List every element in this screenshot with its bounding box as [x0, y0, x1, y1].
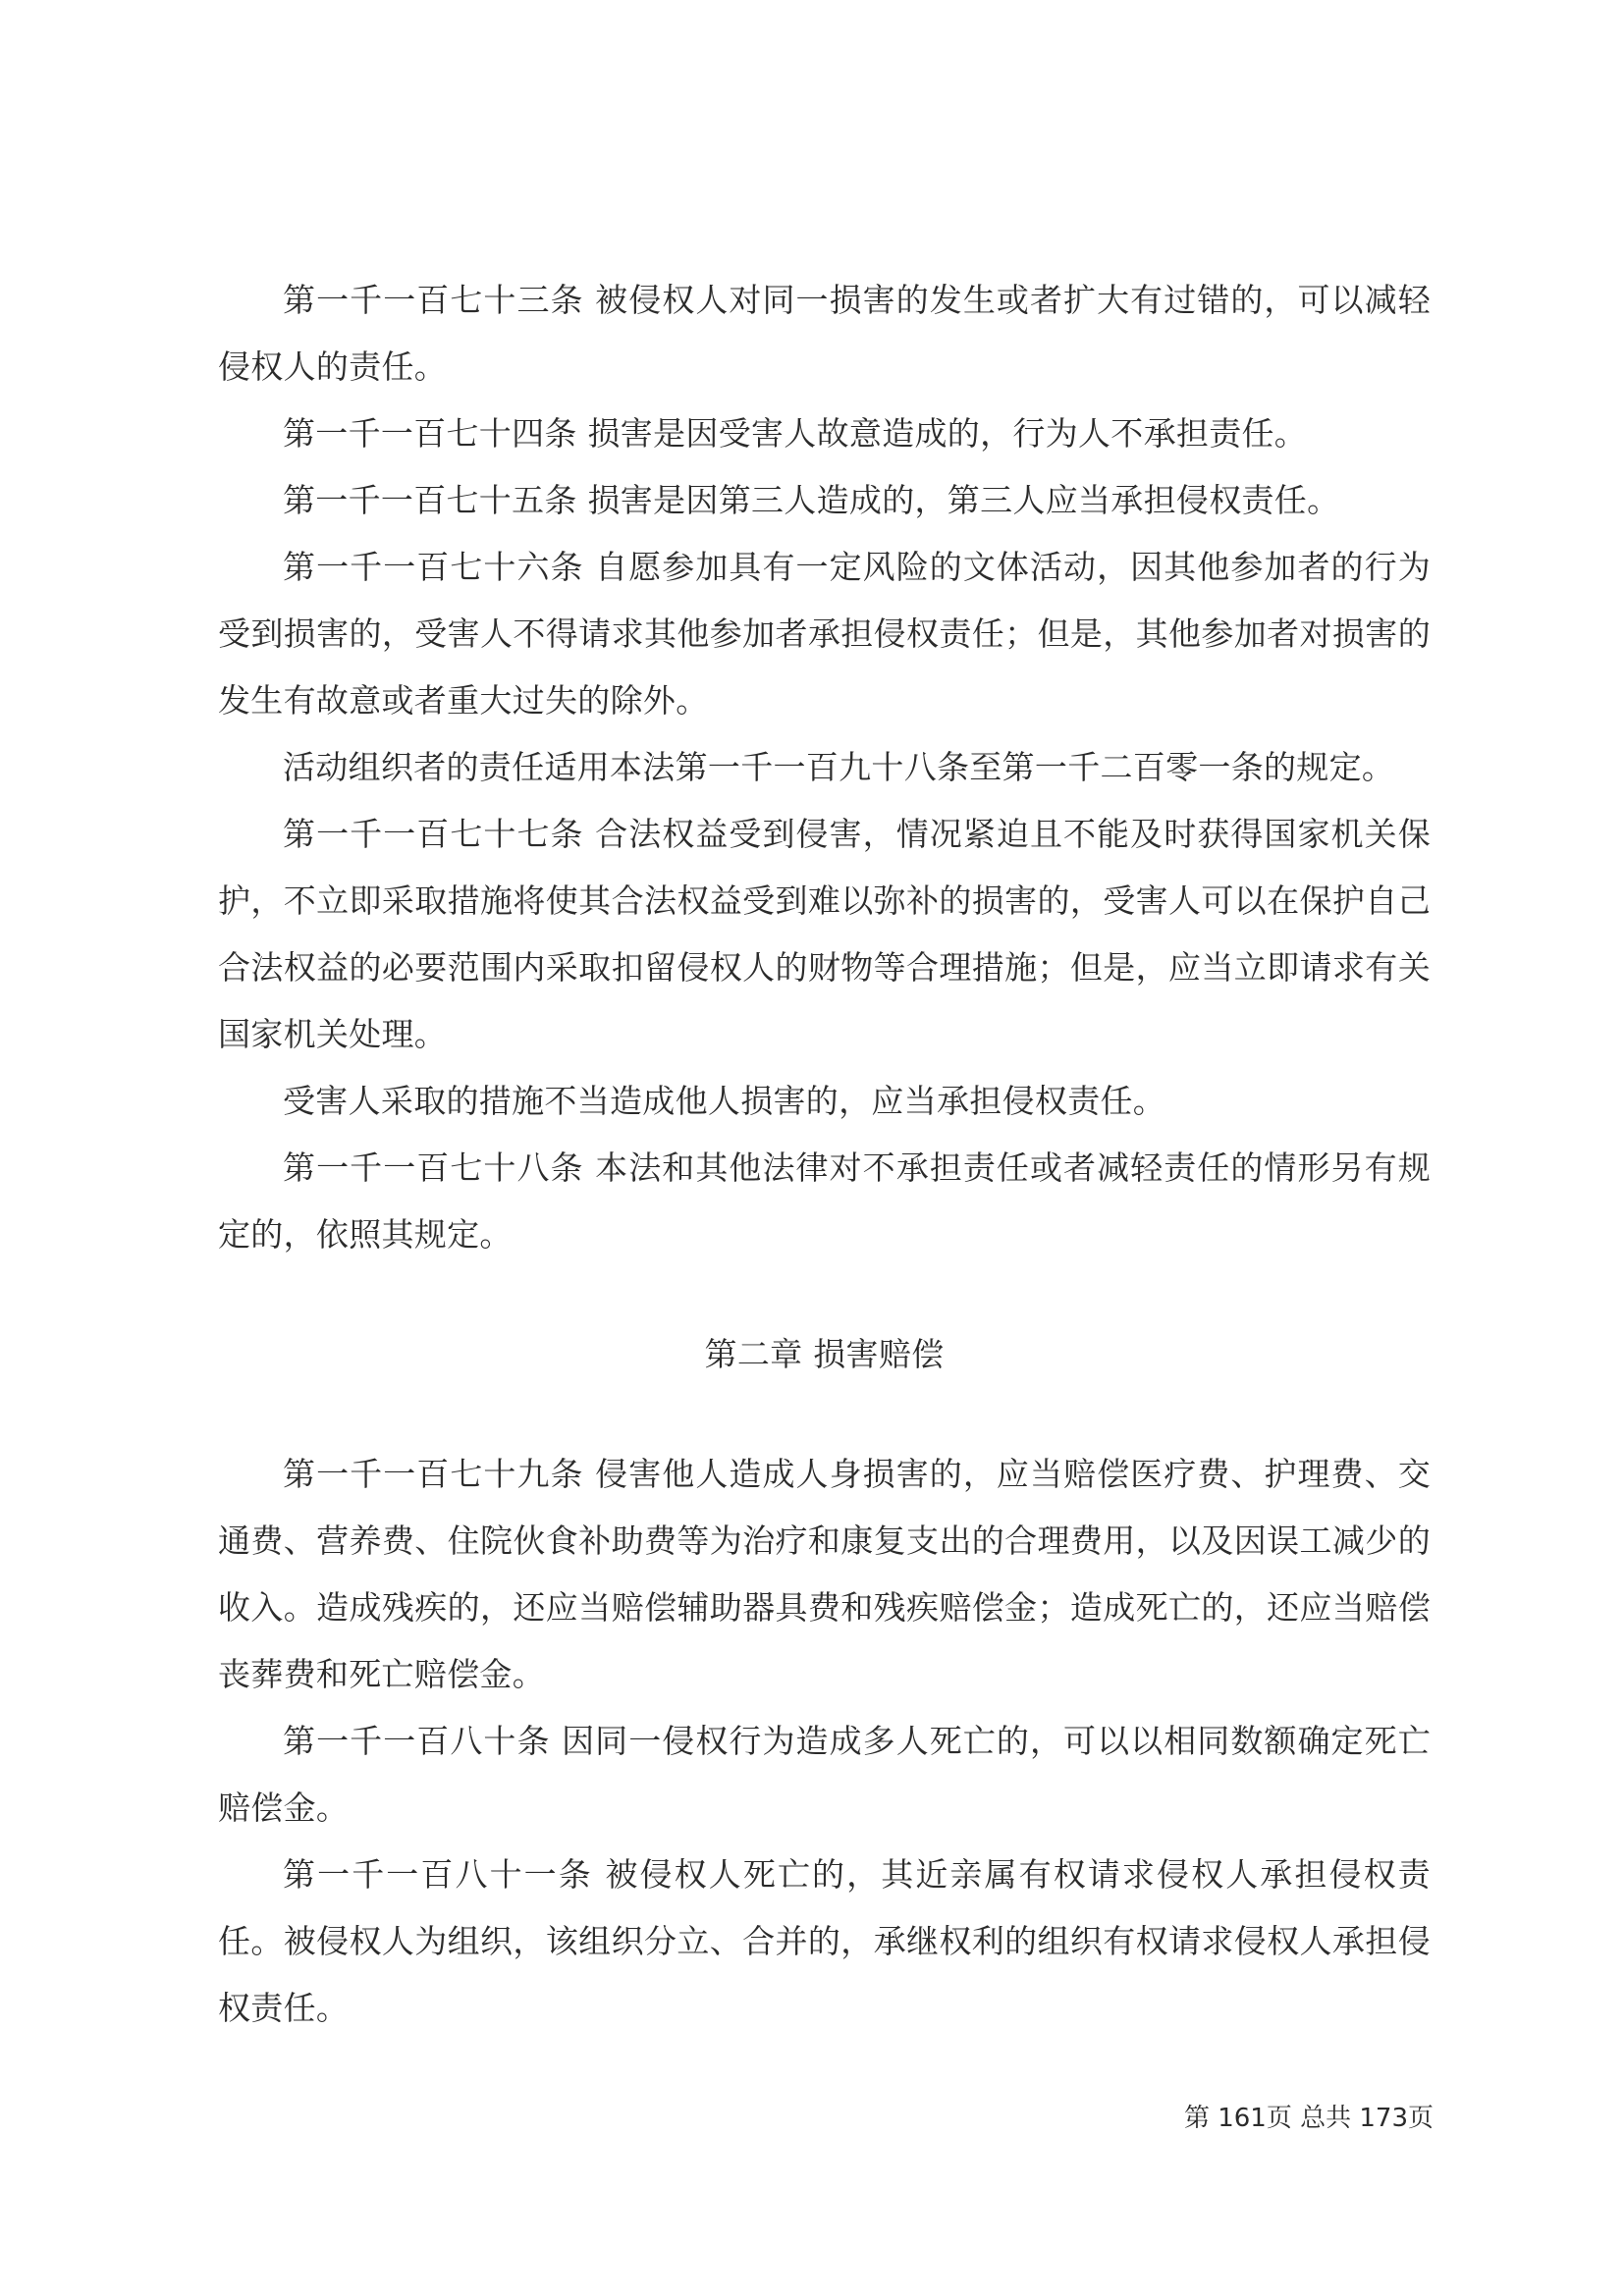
paragraph: 第一千一百八十一条 被侵权人死亡的，其近亲属有权请求侵权人承担侵权责任。被侵权人为组织，该组织分立、合并的，承继权利的组织有权请求侵权人承担侵权责任。 [218, 1855, 1431, 2027]
paragraph: 第一千一百八十条 因同一侵权行为造成多人死亡的，可以以相同数额确定死亡赔偿金。 [218, 1722, 1431, 1827]
paragraph: 受害人采取的措施不当造成他人损害的，应当承担侵权责任。 [283, 1082, 1166, 1120]
page-number-footer: 第 161页 总共 173页 [1183, 2104, 1434, 2133]
paragraph: 第一千一百七十三条 被侵权人对同一损害的发生或者扩大有过错的，可以减轻侵权人的责任。 [218, 281, 1431, 386]
paragraph: 第一千一百七十六条 自愿参加具有一定风险的文体活动，因其他参加者的行为受到损害的，受害人不得请求其他参加者承担侵权责任；但是，其他参加者对损害的发生有故意或者重大过失的除外。 [218, 548, 1431, 720]
paragraph: 活动组织者的责任适用本法第一千一百九十八条至第一千二百零一条的规定。 [283, 748, 1395, 786]
paragraph: 第一千一百七十四条 损害是因受害人故意造成的，行为人不承担责任。 [283, 414, 1308, 453]
chapter-heading: 第二章 损害赔偿 [704, 1335, 945, 1373]
paragraph: 第一千一百七十八条 本法和其他法律对不承担责任或者减轻责任的情形另有规定的，依照其规定。 [218, 1148, 1431, 1254]
paragraph: 第一千一百七十五条 损害是因第三人造成的，第三人应当承担侵权责任。 [283, 481, 1340, 519]
paragraph: 第一千一百七十九条 侵害他人造成人身损害的，应当赔偿医疗费、护理费、交通费、营养费、住院伙食补助费等为治疗和康复支出的合理费用，以及因误工减少的收入。造成残疾的，还应当赔偿辅助器具费和残疾赔偿金；造成死亡的，还应当赔偿丧葬费和死亡赔偿金。 [218, 1455, 1431, 1693]
document-body [218, 267, 1431, 2042]
paragraph: 第一千一百七十七条 合法权益受到侵害，情况紧迫且不能及时获得国家机关保护，不立即采取措施将使其合法权益受到难以弥补的损害的，受害人可以在保护自己合法权益的必要范围内采取扣留侵权人的财物等合理措施；但是，应当立即请求有关国家机关处理。 [218, 815, 1431, 1053]
